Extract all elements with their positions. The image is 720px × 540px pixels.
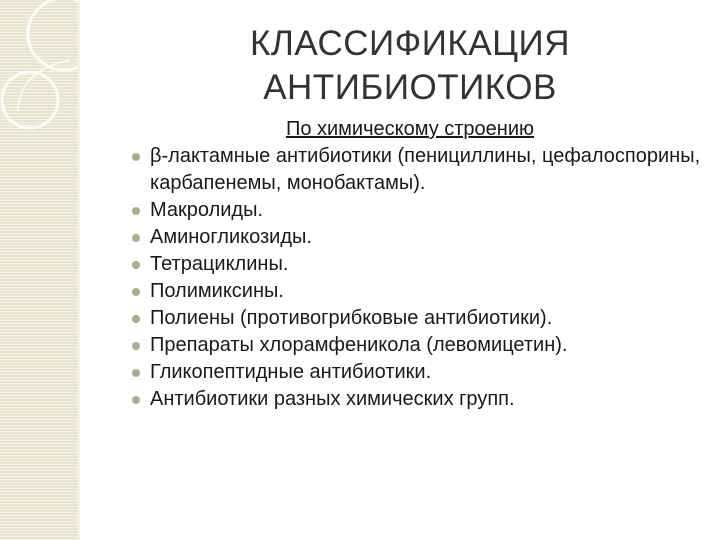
bullet-icon <box>132 261 140 269</box>
list-item <box>132 359 712 386</box>
list-item-text: β-лактамные антибиотики (пенициллины, цефалоспорины, карбапенемы, монобактамы). <box>150 145 701 194</box>
list-item <box>132 143 712 197</box>
slide-title <box>200 22 620 110</box>
list-item <box>132 386 712 413</box>
slide-subtitle: По химическому строению <box>285 118 535 140</box>
list-item-text: Гликопептидные антибиотики. <box>150 361 432 383</box>
list-item <box>132 224 712 251</box>
bullet-icon <box>132 153 140 161</box>
panel-divider <box>78 0 80 540</box>
list-item-text: Аминогликозиды. <box>150 226 312 248</box>
list-item <box>132 197 712 224</box>
list-item-text: Препараты хлорамфеникола (левомицетин). <box>150 334 568 356</box>
list-item <box>132 251 712 278</box>
bullet-icon <box>132 369 140 377</box>
bullet-icon <box>132 396 140 404</box>
list-item <box>132 305 712 332</box>
bullet-icon <box>132 234 140 242</box>
list-item-text: Тетрациклины. <box>150 253 289 275</box>
decorative-swirl <box>0 0 78 540</box>
list-item-text: Макролиды. <box>150 199 264 221</box>
bullet-icon <box>132 288 140 296</box>
list-item-text: Полиены (противогрибковые антибиотики). <box>150 307 553 329</box>
title-line-2: АНТИБИОТИКОВ <box>263 68 557 107</box>
title-line-1: КЛАССИФИКАЦИЯ <box>250 24 570 63</box>
list-item <box>132 278 712 305</box>
bullet-icon <box>132 207 140 215</box>
list-item-text: Антибиотики разных химических групп. <box>150 388 515 410</box>
list-item <box>132 332 712 359</box>
bullet-icon <box>132 342 140 350</box>
decorative-side-panel <box>0 0 78 540</box>
list-item-text: Полимиксины. <box>150 280 284 302</box>
bullet-icon <box>132 315 140 323</box>
bullet-list <box>132 143 712 413</box>
